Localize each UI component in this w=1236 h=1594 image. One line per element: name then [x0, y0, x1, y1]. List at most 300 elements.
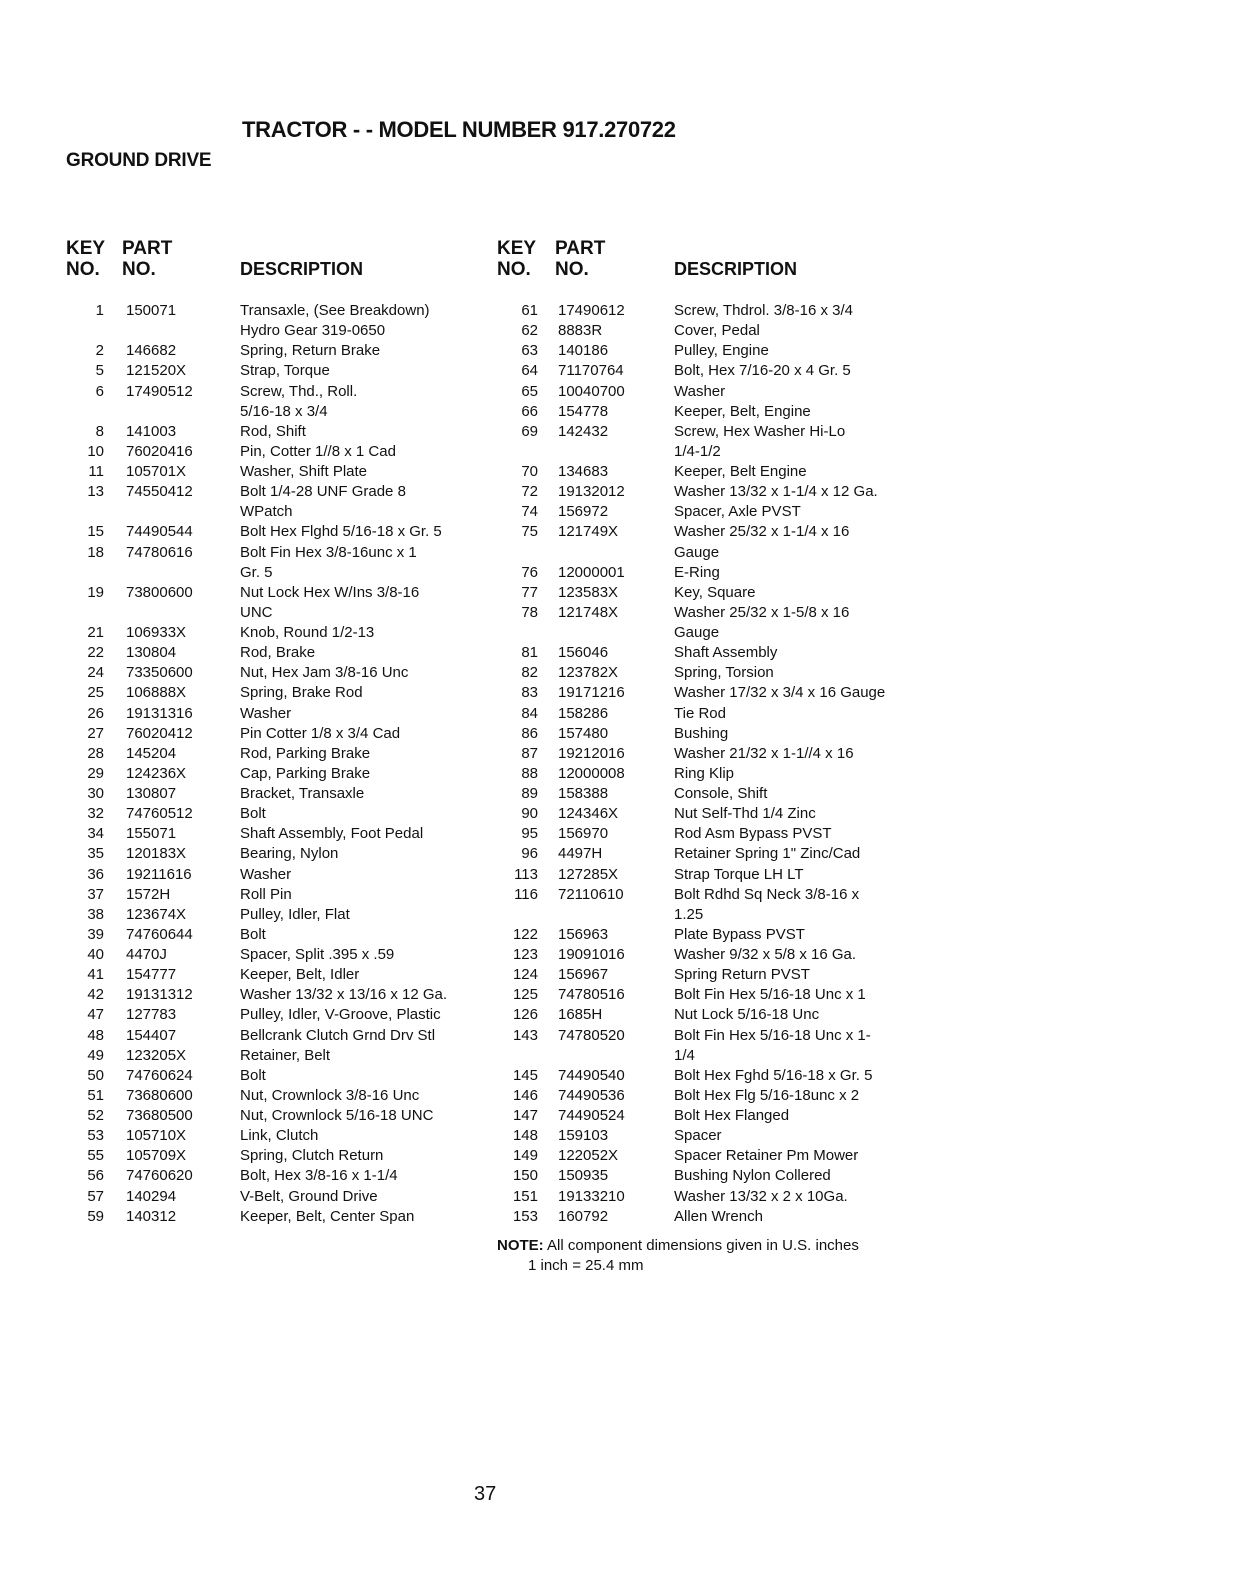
parts-row	[497, 402, 927, 422]
key-number: 6	[95, 382, 104, 400]
parts-row	[497, 1026, 927, 1066]
part-number: 154407	[126, 1026, 177, 1044]
key-number: 64	[521, 362, 538, 380]
part-number: 121520X	[126, 362, 187, 380]
key-number: 96	[521, 845, 538, 863]
parts-row	[66, 422, 486, 442]
parts-row	[497, 824, 927, 844]
description-line: Bolt	[240, 805, 266, 823]
parts-row	[66, 945, 486, 965]
parts-row	[66, 865, 486, 885]
description-header-right: DESCRIPTION	[674, 259, 798, 279]
key-number: 66	[521, 402, 538, 420]
description-line: Washer	[674, 382, 726, 400]
part-description	[674, 844, 860, 864]
description-line: Link, Clutch	[240, 1127, 319, 1145]
parts-row	[66, 724, 486, 744]
description-line: Tie Rod	[674, 704, 726, 722]
part-description	[674, 885, 859, 925]
part-number: 106888X	[126, 684, 187, 702]
part-number: 120183X	[126, 845, 187, 863]
part-number: 74760512	[126, 805, 193, 823]
parts-row	[66, 985, 486, 1005]
part-number: 74780616	[126, 543, 193, 561]
part-number: 17490612	[558, 302, 625, 319]
part-number: 141003	[126, 422, 177, 440]
description-line: Bolt Fin Hex 5/16-18 Unc x 1-	[674, 1026, 871, 1044]
parts-row	[66, 965, 486, 985]
parts-row	[497, 865, 927, 885]
key-number: 95	[521, 825, 538, 843]
part-number: 105709X	[126, 1147, 187, 1165]
part-number: 106933X	[126, 624, 187, 641]
part-number: 156970	[558, 825, 609, 843]
parts-row	[66, 683, 486, 703]
description-line: Bolt, Hex 7/16-20 x 4 Gr. 5	[674, 362, 851, 380]
part-number: 74760620	[126, 1167, 193, 1185]
part-description	[240, 341, 380, 361]
parts-row	[497, 1166, 927, 1186]
description-line: Nut, Hex Jam 3/8-16 Unc	[240, 664, 409, 682]
description-line: Spring, Torsion	[674, 664, 774, 682]
part-number: 134683	[558, 463, 609, 480]
parts-row	[66, 1187, 486, 1207]
description-line: Screw, Hex Washer Hi-Lo	[674, 422, 846, 440]
parts-row	[66, 482, 486, 522]
key-number: 69	[521, 422, 538, 440]
part-description	[674, 301, 853, 321]
part-description	[674, 925, 805, 945]
description-line: Spring, Return Brake	[240, 342, 381, 360]
part-number: 73350600	[126, 664, 193, 682]
parts-row	[66, 522, 486, 542]
parts-row	[66, 663, 486, 683]
key-number: 1	[95, 302, 104, 319]
parts-row	[66, 1207, 486, 1227]
description-line: Washer	[240, 704, 292, 722]
description-line: Washer 25/32 x 1-5/8 x 16	[674, 603, 850, 621]
parts-row	[66, 925, 486, 945]
key-number: 149	[512, 1147, 538, 1165]
key-number: 21	[87, 624, 104, 641]
part-description	[674, 985, 866, 1005]
part-number: 74490536	[558, 1086, 625, 1104]
key-number: 81	[521, 644, 538, 662]
page-title: TRACTOR - - MODEL NUMBER 917.270722	[242, 117, 676, 142]
parts-row	[66, 704, 486, 724]
parts-row	[66, 382, 486, 422]
part-description	[674, 683, 885, 703]
part-number: 156967	[558, 966, 609, 984]
description-line: Spring, Brake Rod	[240, 684, 363, 702]
parts-row	[497, 1126, 927, 1146]
part-description	[240, 1046, 330, 1066]
part-description	[240, 724, 400, 744]
part-number: 157480	[558, 724, 609, 742]
parts-row	[66, 764, 486, 784]
description-line: Spring, Clutch Return	[240, 1147, 384, 1165]
key-number: 122	[512, 925, 538, 943]
description-line: Washer, Shift Plate	[240, 463, 368, 480]
parts-row	[497, 603, 927, 643]
key-number: 41	[87, 966, 104, 984]
key-number: 82	[521, 664, 538, 682]
part-number: 1572H	[126, 885, 171, 903]
key-number: 153	[512, 1207, 538, 1225]
part-description	[674, 482, 878, 502]
part-description	[240, 925, 266, 945]
part-description	[674, 522, 849, 562]
key-no-header-left	[66, 238, 105, 280]
key-number: 53	[87, 1127, 104, 1145]
part-number: 74550412	[126, 483, 193, 501]
part-description	[674, 1086, 859, 1106]
parts-row	[497, 945, 927, 965]
part-number: 76020416	[126, 442, 193, 460]
part-number: 10040700	[558, 382, 625, 400]
parts-row	[66, 361, 486, 381]
description-line: Pulley, Engine	[674, 342, 769, 360]
parts-row	[497, 784, 927, 804]
parts-row	[497, 1066, 927, 1086]
part-number: 150071	[126, 302, 177, 319]
part-number: 74490540	[558, 1066, 625, 1084]
key-number: 59	[87, 1207, 104, 1225]
part-description	[240, 1207, 414, 1227]
parts-row	[497, 1086, 927, 1106]
part-number: 156046	[558, 644, 609, 662]
description-line: Bolt Hex Flg 5/16-18unc x 2	[674, 1086, 860, 1104]
key-number: 32	[87, 805, 104, 823]
part-number: 140186	[558, 342, 609, 360]
part-description	[674, 1106, 789, 1126]
description-line: Screw, Thd., Roll.	[240, 382, 358, 400]
part-number: 154778	[558, 402, 609, 420]
description-line: Pin Cotter 1/8 x 3/4 Cad	[240, 724, 401, 742]
description-line: Keeper, Belt, Engine	[674, 402, 811, 420]
part-number: 74760644	[126, 925, 193, 943]
part-number: 4470J	[126, 946, 167, 963]
description-line: Key, Square	[674, 583, 756, 601]
part-number: 159103	[558, 1127, 609, 1145]
parts-row	[66, 1106, 486, 1126]
part-description	[240, 744, 370, 764]
parts-row	[497, 301, 927, 321]
description-line: Cover, Pedal	[674, 322, 760, 340]
key-number: 38	[87, 905, 104, 923]
part-number: 124346X	[558, 805, 619, 823]
key-number: 87	[521, 744, 538, 762]
description-line: WPatch	[240, 503, 293, 521]
part-description	[674, 1126, 722, 1146]
description-line: Spacer Retainer Pm Mower	[674, 1147, 859, 1165]
part-description	[674, 764, 734, 784]
part-number: 105701X	[126, 463, 187, 480]
key-number: 125	[512, 986, 538, 1004]
section-title: GROUND DRIVE	[66, 150, 212, 171]
part-description	[674, 663, 774, 683]
description-line: Bolt	[240, 1066, 266, 1084]
parts-row	[497, 522, 927, 562]
part-number: 19171216	[558, 684, 625, 702]
part-number: 121748X	[558, 603, 619, 621]
description-line: Pulley, Idler, Flat	[240, 905, 350, 923]
key-number: 11	[88, 463, 104, 480]
part-number: 74780520	[558, 1026, 625, 1044]
no-header-line: NO.	[66, 259, 100, 280]
key-number: 47	[87, 1006, 104, 1024]
part-description	[240, 1106, 433, 1126]
parts-row	[497, 965, 927, 985]
parts-list-left	[66, 301, 486, 1227]
description-line: Rod, Parking Brake	[240, 744, 371, 762]
key-number: 26	[87, 704, 104, 722]
part-description	[240, 1166, 398, 1186]
parts-row	[66, 583, 486, 623]
part-description	[674, 744, 854, 764]
key-number: 30	[87, 785, 104, 802]
parts-row	[66, 804, 486, 824]
parts-row	[66, 1166, 486, 1186]
part-description	[240, 764, 370, 784]
parts-row	[497, 744, 927, 764]
description-line: Strap, Torque	[240, 362, 330, 380]
part-description	[240, 442, 396, 462]
key-number: 55	[87, 1147, 104, 1165]
description-line: Bushing Nylon Collered	[674, 1167, 831, 1185]
part-description	[674, 321, 760, 341]
part-description	[674, 1066, 872, 1086]
part-description	[240, 361, 330, 381]
key-number: 25	[87, 684, 104, 702]
part-number: 19132012	[558, 483, 625, 501]
parts-row	[497, 804, 927, 824]
part-description	[674, 945, 856, 965]
description-line: E-Ring	[674, 563, 720, 581]
parts-row	[497, 724, 927, 744]
key-number: 40	[87, 946, 104, 963]
part-description	[240, 422, 306, 442]
parts-row	[497, 341, 927, 361]
key-number: 36	[87, 865, 104, 883]
key-number: 48	[87, 1026, 104, 1044]
part-description	[240, 1005, 441, 1025]
key-number: 146	[512, 1086, 538, 1104]
key-number: 123	[512, 946, 538, 963]
part-number: 156963	[558, 925, 609, 943]
part-description	[674, 824, 832, 844]
part-description	[240, 945, 394, 965]
part-description	[674, 724, 728, 744]
key-number: 49	[87, 1046, 104, 1064]
key-number: 75	[521, 523, 538, 541]
key-number: 29	[87, 764, 104, 782]
description-line: Bracket, Transaxle	[240, 785, 365, 802]
part-description	[240, 301, 430, 341]
part-number: 12000001	[558, 563, 625, 581]
description-line: Washer 9/32 x 5/8 x 16 Ga.	[674, 946, 857, 963]
part-no-header-right	[555, 238, 605, 280]
parts-row	[497, 885, 927, 925]
parts-row	[66, 844, 486, 864]
part-number: 121749X	[558, 523, 619, 541]
parts-row	[66, 744, 486, 764]
key-number: 124	[512, 966, 538, 984]
no-header-line: NO.	[497, 259, 531, 280]
description-line: Keeper, Belt Engine	[674, 463, 807, 480]
description-line: Gauge	[674, 624, 720, 641]
parts-row	[497, 844, 927, 864]
description-line: Washer 25/32 x 1-1/4 x 16	[674, 523, 850, 541]
key-number: 39	[87, 925, 104, 943]
description-line: Washer 13/32 x 1-1/4 x 12 Ga.	[674, 483, 878, 501]
key-header-line: KEY	[497, 238, 537, 259]
key-number: 42	[87, 986, 104, 1004]
part-number: 124236X	[126, 764, 187, 782]
parts-row	[66, 824, 486, 844]
key-number: 89	[521, 785, 538, 802]
part-number: 8883R	[558, 322, 603, 340]
key-number: 2	[95, 342, 104, 360]
description-line: Washer	[240, 865, 292, 883]
parts-row	[497, 382, 927, 402]
part-number: 140312	[126, 1207, 177, 1225]
key-number: 148	[512, 1127, 538, 1145]
part-number: 140294	[126, 1187, 177, 1205]
key-number: 34	[87, 825, 104, 843]
part-description	[674, 1207, 763, 1227]
key-number: 8	[95, 422, 104, 440]
key-number: 116	[514, 885, 538, 903]
parts-row	[497, 663, 927, 683]
parts-row	[66, 1086, 486, 1106]
part-description	[240, 784, 364, 804]
part-number: 19211616	[126, 865, 192, 883]
part-description	[240, 1086, 419, 1106]
parts-row	[66, 1146, 486, 1166]
parts-row	[66, 784, 486, 804]
part-description	[240, 1066, 266, 1086]
parts-row	[497, 1106, 927, 1126]
part-number: 155071	[126, 825, 177, 843]
key-number: 145	[512, 1066, 538, 1084]
dimension-note	[497, 1236, 859, 1256]
part-description	[674, 965, 810, 985]
part-number: 142432	[558, 422, 609, 440]
parts-row	[66, 1126, 486, 1146]
part-number: 76020412	[126, 724, 193, 742]
part-description	[674, 784, 767, 804]
key-number: 70	[521, 463, 538, 480]
key-number: 147	[512, 1107, 538, 1124]
part-description	[240, 543, 417, 583]
parts-row	[66, 1046, 486, 1066]
description-line: Bolt Hex Flghd 5/16-18 x Gr. 5	[240, 523, 442, 541]
description-line: Bushing	[674, 724, 729, 742]
key-number: 126	[512, 1006, 538, 1024]
key-number: 74	[521, 503, 538, 521]
part-description	[240, 1146, 383, 1166]
parts-row	[497, 361, 927, 381]
part-description	[240, 663, 408, 683]
parts-row	[497, 683, 927, 703]
part-number: 158388	[558, 785, 609, 802]
description-line: Knob, Round 1/2-13	[240, 624, 375, 641]
description-line: Spring Return PVST	[674, 966, 810, 984]
part-description	[674, 341, 769, 361]
key-number: 143	[512, 1026, 538, 1044]
part-number: 127285X	[558, 865, 619, 883]
part-number: 130804	[126, 644, 177, 662]
parts-row	[497, 925, 927, 945]
part-description	[674, 1005, 819, 1025]
parts-row	[497, 704, 927, 724]
part-number: 160792	[558, 1207, 609, 1225]
description-line: 1/4	[674, 1046, 695, 1064]
description-line: 1/4-1/2	[674, 442, 721, 460]
description-line: Plate Bypass PVST	[674, 925, 805, 943]
description-line: Bellcrank Clutch Grnd Drv Stl	[240, 1026, 436, 1044]
description-line: Bolt Fin Hex 5/16-18 Unc x 1	[674, 986, 866, 1004]
key-number: 56	[87, 1167, 104, 1185]
part-number: 123674X	[126, 905, 187, 923]
key-number: 151	[512, 1187, 538, 1205]
parts-row	[497, 1005, 927, 1025]
part-description	[240, 462, 367, 482]
part-description	[240, 522, 442, 542]
part-description	[240, 583, 419, 623]
description-line: Shaft Assembly, Foot Pedal	[240, 825, 424, 843]
part-number: 150935	[558, 1167, 609, 1185]
part-header-line: PART	[555, 238, 606, 259]
description-line: Bolt	[240, 925, 266, 943]
page-number: 37	[474, 1483, 497, 1505]
parts-row	[66, 1066, 486, 1086]
description-line: Roll Pin	[240, 885, 292, 903]
parts-row	[497, 422, 927, 462]
part-description	[240, 643, 315, 663]
parts-row	[66, 885, 486, 905]
part-description	[674, 603, 849, 643]
part-description	[240, 844, 338, 864]
key-number: 24	[87, 664, 104, 682]
parts-row	[66, 442, 486, 462]
description-line: Bolt 1/4-28 UNF Grade 8	[240, 483, 406, 501]
key-number: 90	[521, 805, 538, 823]
description-line: Allen Wrench	[674, 1207, 763, 1225]
part-description	[674, 563, 720, 583]
description-line: Washer 21/32 x 1-1//4 x 16	[674, 744, 854, 762]
part-number: 1685H	[558, 1006, 603, 1024]
parts-row	[66, 1026, 486, 1046]
key-number: 63	[521, 342, 538, 360]
key-number: 62	[521, 322, 538, 340]
description-line: Screw, Thdrol. 3/8-16 x 3/4	[674, 302, 853, 319]
key-no-header-right	[497, 238, 536, 280]
part-description	[674, 704, 726, 724]
part-number: 19131316	[126, 704, 193, 722]
part-description	[240, 623, 374, 643]
description-line: Retainer Spring 1" Zinc/Cad	[674, 845, 861, 863]
part-number: 73680600	[126, 1086, 193, 1104]
parts-row	[66, 462, 486, 482]
key-number: 113	[514, 865, 538, 883]
note-conversion: 1 inch = 25.4 mm	[528, 1257, 644, 1274]
part-number: 127783	[126, 1006, 177, 1024]
parts-row	[66, 623, 486, 643]
parts-row	[497, 1146, 927, 1166]
description-line: Shaft Assembly	[674, 644, 778, 662]
